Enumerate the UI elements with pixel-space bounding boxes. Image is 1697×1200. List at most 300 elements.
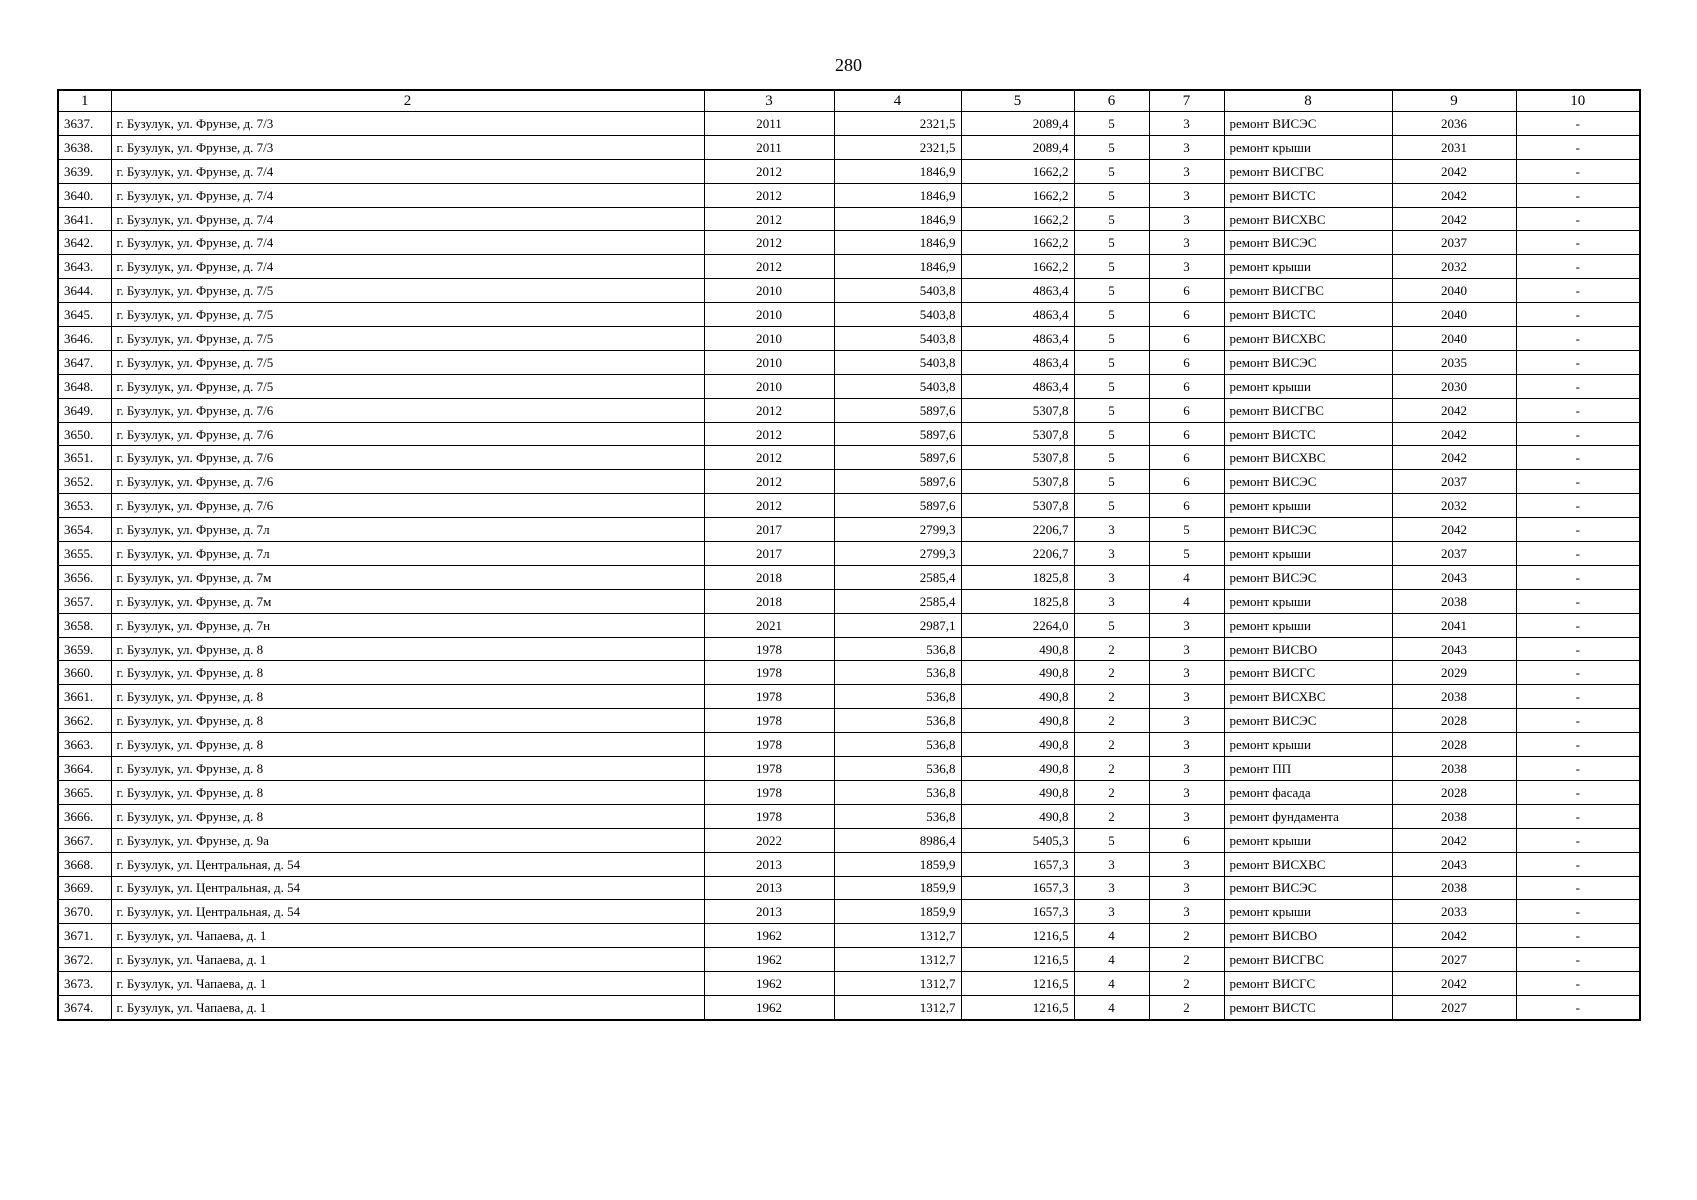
cell-row-number: 3643. (58, 255, 111, 279)
table-row (58, 446, 1640, 470)
cell-total-area: 536,8 (834, 637, 961, 661)
cell-address: г. Бузулук, ул. Фрунзе, д. 7/5 (111, 303, 704, 327)
cell-entrances: 3 (1149, 757, 1224, 781)
cell-floors: 2 (1074, 804, 1149, 828)
cell-total-area: 5897,6 (834, 398, 961, 422)
cell-address: г. Бузулук, ул. Фрунзе, д. 8 (111, 804, 704, 828)
cell-planned-year: 2038 (1392, 757, 1516, 781)
cell-floors: 3 (1074, 542, 1149, 566)
column-header-planned-year: 9 (1392, 90, 1516, 112)
cell-year: 2012 (704, 255, 834, 279)
cell-year: 2013 (704, 876, 834, 900)
cell-living-area: 2206,7 (961, 542, 1074, 566)
cell-entrances: 6 (1149, 470, 1224, 494)
cell-living-area: 4863,4 (961, 374, 1074, 398)
cell-entrances: 6 (1149, 398, 1224, 422)
cell-work-type: ремонт ВИСТС (1224, 303, 1392, 327)
cell-floors: 5 (1074, 494, 1149, 518)
table-row (58, 255, 1640, 279)
cell-entrances: 2 (1149, 995, 1224, 1019)
cell-planned-year: 2040 (1392, 279, 1516, 303)
cell-total-area: 536,8 (834, 685, 961, 709)
cell-row-number: 3671. (58, 924, 111, 948)
cell-year: 1962 (704, 924, 834, 948)
cell-year: 2012 (704, 207, 834, 231)
cell-note: - (1516, 231, 1640, 255)
cell-work-type: ремонт ВИСХВС (1224, 327, 1392, 351)
cell-entrances: 3 (1149, 876, 1224, 900)
cell-total-area: 2799,3 (834, 542, 961, 566)
cell-address: г. Бузулук, ул. Центральная, д. 54 (111, 852, 704, 876)
cell-planned-year: 2027 (1392, 995, 1516, 1019)
cell-row-number: 3664. (58, 757, 111, 781)
cell-floors: 5 (1074, 303, 1149, 327)
cell-note: - (1516, 876, 1640, 900)
cell-year: 2010 (704, 374, 834, 398)
cell-living-area: 1825,8 (961, 565, 1074, 589)
cell-entrances: 6 (1149, 828, 1224, 852)
cell-total-area: 536,8 (834, 733, 961, 757)
cell-row-number: 3645. (58, 303, 111, 327)
cell-row-number: 3653. (58, 494, 111, 518)
cell-work-type: ремонт ВИСГС (1224, 661, 1392, 685)
cell-year: 2012 (704, 422, 834, 446)
column-header-living-area: 5 (961, 90, 1074, 112)
cell-total-area: 5403,8 (834, 374, 961, 398)
cell-total-area: 536,8 (834, 757, 961, 781)
cell-year: 2012 (704, 398, 834, 422)
cell-entrances: 6 (1149, 327, 1224, 351)
cell-work-type: ремонт фасада (1224, 780, 1392, 804)
cell-row-number: 3649. (58, 398, 111, 422)
cell-work-type: ремонт крыши (1224, 255, 1392, 279)
table-header (58, 90, 1640, 112)
cell-year: 2012 (704, 494, 834, 518)
cell-year: 1978 (704, 757, 834, 781)
cell-note: - (1516, 470, 1640, 494)
table-row (58, 948, 1640, 972)
cell-address: г. Бузулук, ул. Фрунзе, д. 7/3 (111, 135, 704, 159)
cell-row-number: 3668. (58, 852, 111, 876)
cell-year: 1962 (704, 948, 834, 972)
cell-row-number: 3670. (58, 900, 111, 924)
cell-floors: 5 (1074, 112, 1149, 136)
cell-row-number: 3663. (58, 733, 111, 757)
cell-address: г. Бузулук, ул. Фрунзе, д. 7/6 (111, 494, 704, 518)
table-row (58, 112, 1640, 136)
cell-living-area: 4863,4 (961, 350, 1074, 374)
cell-note: - (1516, 828, 1640, 852)
cell-note: - (1516, 780, 1640, 804)
cell-year: 2010 (704, 327, 834, 351)
cell-row-number: 3644. (58, 279, 111, 303)
cell-work-type: ремонт ВИСЭС (1224, 565, 1392, 589)
cell-work-type: ремонт ВИСГВС (1224, 948, 1392, 972)
table-row (58, 828, 1640, 852)
cell-note: - (1516, 183, 1640, 207)
cell-floors: 5 (1074, 350, 1149, 374)
cell-living-area: 5307,8 (961, 470, 1074, 494)
cell-living-area: 1662,2 (961, 159, 1074, 183)
cell-planned-year: 2038 (1392, 589, 1516, 613)
cell-year: 2011 (704, 135, 834, 159)
table-row (58, 637, 1640, 661)
cell-row-number: 3656. (58, 565, 111, 589)
cell-total-area: 536,8 (834, 780, 961, 804)
cell-living-area: 5307,8 (961, 422, 1074, 446)
cell-address: г. Бузулук, ул. Фрунзе, д. 7м (111, 565, 704, 589)
table-row (58, 518, 1640, 542)
cell-work-type: ремонт ВИСХВС (1224, 207, 1392, 231)
cell-entrances: 4 (1149, 589, 1224, 613)
cell-year: 1962 (704, 995, 834, 1019)
cell-note: - (1516, 112, 1640, 136)
cell-row-number: 3640. (58, 183, 111, 207)
cell-total-area: 536,8 (834, 709, 961, 733)
cell-row-number: 3661. (58, 685, 111, 709)
cell-address: г. Бузулук, ул. Фрунзе, д. 7/4 (111, 231, 704, 255)
column-header-note: 10 (1516, 90, 1640, 112)
cell-living-area: 2089,4 (961, 135, 1074, 159)
cell-entrances: 3 (1149, 661, 1224, 685)
cell-address: г. Бузулук, ул. Фрунзе, д. 8 (111, 637, 704, 661)
cell-living-area: 490,8 (961, 661, 1074, 685)
cell-address: г. Бузулук, ул. Фрунзе, д. 7/4 (111, 207, 704, 231)
cell-year: 2012 (704, 446, 834, 470)
cell-planned-year: 2043 (1392, 637, 1516, 661)
cell-total-area: 2799,3 (834, 518, 961, 542)
cell-year: 2012 (704, 231, 834, 255)
cell-floors: 5 (1074, 255, 1149, 279)
cell-year: 1978 (704, 637, 834, 661)
cell-total-area: 2585,4 (834, 589, 961, 613)
cell-year: 2021 (704, 613, 834, 637)
cell-living-area: 2089,4 (961, 112, 1074, 136)
cell-address: г. Бузулук, ул. Фрунзе, д. 7/5 (111, 279, 704, 303)
cell-living-area: 5307,8 (961, 446, 1074, 470)
cell-year: 2013 (704, 900, 834, 924)
cell-entrances: 3 (1149, 159, 1224, 183)
cell-entrances: 3 (1149, 255, 1224, 279)
cell-living-area: 490,8 (961, 685, 1074, 709)
cell-work-type: ремонт крыши (1224, 733, 1392, 757)
table-row (58, 494, 1640, 518)
cell-row-number: 3652. (58, 470, 111, 494)
table-row (58, 972, 1640, 996)
table-row (58, 757, 1640, 781)
page-number: 280 (835, 55, 862, 75)
cell-floors: 4 (1074, 948, 1149, 972)
cell-entrances: 3 (1149, 183, 1224, 207)
cell-address: г. Бузулук, ул. Фрунзе, д. 7/4 (111, 255, 704, 279)
cell-planned-year: 2043 (1392, 565, 1516, 589)
cell-note: - (1516, 446, 1640, 470)
cell-living-area: 5307,8 (961, 398, 1074, 422)
cell-note: - (1516, 589, 1640, 613)
table-row (58, 709, 1640, 733)
cell-row-number: 3669. (58, 876, 111, 900)
cell-living-area: 5307,8 (961, 494, 1074, 518)
cell-note: - (1516, 374, 1640, 398)
cell-total-area: 1312,7 (834, 995, 961, 1019)
cell-floors: 2 (1074, 780, 1149, 804)
cell-living-area: 490,8 (961, 733, 1074, 757)
cell-total-area: 1859,9 (834, 900, 961, 924)
cell-work-type: ремонт фундамента (1224, 804, 1392, 828)
cell-work-type: ремонт ВИСГВС (1224, 279, 1392, 303)
cell-total-area: 5403,8 (834, 303, 961, 327)
table-row (58, 207, 1640, 231)
cell-planned-year: 2038 (1392, 685, 1516, 709)
table-row (58, 542, 1640, 566)
cell-year: 1978 (704, 804, 834, 828)
cell-row-number: 3647. (58, 350, 111, 374)
cell-planned-year: 2029 (1392, 661, 1516, 685)
table-row (58, 398, 1640, 422)
cell-living-area: 1662,2 (961, 183, 1074, 207)
cell-address: г. Бузулук, ул. Фрунзе, д. 7/4 (111, 183, 704, 207)
cell-living-area: 1216,5 (961, 924, 1074, 948)
cell-entrances: 2 (1149, 948, 1224, 972)
cell-living-area: 1825,8 (961, 589, 1074, 613)
cell-work-type: ремонт ВИСГВС (1224, 159, 1392, 183)
cell-floors: 5 (1074, 207, 1149, 231)
cell-entrances: 6 (1149, 446, 1224, 470)
table-row (58, 924, 1640, 948)
cell-total-area: 536,8 (834, 661, 961, 685)
cell-total-area: 5403,8 (834, 350, 961, 374)
cell-row-number: 3673. (58, 972, 111, 996)
cell-work-type: ремонт крыши (1224, 494, 1392, 518)
table-row (58, 900, 1640, 924)
cell-planned-year: 2042 (1392, 183, 1516, 207)
cell-floors: 2 (1074, 637, 1149, 661)
cell-address: г. Бузулук, ул. Фрунзе, д. 8 (111, 757, 704, 781)
cell-entrances: 3 (1149, 112, 1224, 136)
cell-entrances: 6 (1149, 350, 1224, 374)
cell-work-type: ремонт крыши (1224, 374, 1392, 398)
cell-row-number: 3637. (58, 112, 111, 136)
cell-entrances: 5 (1149, 518, 1224, 542)
cell-entrances: 3 (1149, 231, 1224, 255)
cell-row-number: 3666. (58, 804, 111, 828)
cell-floors: 3 (1074, 518, 1149, 542)
cell-work-type: ремонт ВИСЭС (1224, 350, 1392, 374)
cell-address: г. Бузулук, ул. Чапаева, д. 1 (111, 972, 704, 996)
cell-address: г. Бузулук, ул. Фрунзе, д. 7м (111, 589, 704, 613)
table-row (58, 327, 1640, 351)
cell-total-area: 1312,7 (834, 972, 961, 996)
cell-planned-year: 2028 (1392, 780, 1516, 804)
cell-work-type: ремонт ВИСТС (1224, 183, 1392, 207)
cell-address: г. Бузулук, ул. Фрунзе, д. 7/5 (111, 327, 704, 351)
cell-total-area: 1312,7 (834, 924, 961, 948)
cell-planned-year: 2042 (1392, 972, 1516, 996)
cell-planned-year: 2042 (1392, 398, 1516, 422)
table-row (58, 565, 1640, 589)
cell-living-area: 4863,4 (961, 303, 1074, 327)
cell-floors: 2 (1074, 757, 1149, 781)
cell-address: г. Бузулук, ул. Фрунзе, д. 7/5 (111, 350, 704, 374)
cell-row-number: 3657. (58, 589, 111, 613)
cell-address: г. Бузулук, ул. Центральная, д. 54 (111, 900, 704, 924)
cell-row-number: 3641. (58, 207, 111, 231)
cell-planned-year: 2040 (1392, 327, 1516, 351)
cell-address: г. Бузулук, ул. Чапаева, д. 1 (111, 924, 704, 948)
cell-total-area: 1846,9 (834, 183, 961, 207)
table-row (58, 470, 1640, 494)
cell-row-number: 3638. (58, 135, 111, 159)
cell-note: - (1516, 685, 1640, 709)
cell-planned-year: 2035 (1392, 350, 1516, 374)
cell-note: - (1516, 255, 1640, 279)
cell-planned-year: 2037 (1392, 542, 1516, 566)
cell-year: 2010 (704, 279, 834, 303)
cell-planned-year: 2032 (1392, 494, 1516, 518)
cell-row-number: 3658. (58, 613, 111, 637)
cell-address: г. Бузулук, ул. Фрунзе, д. 7л (111, 518, 704, 542)
cell-floors: 5 (1074, 135, 1149, 159)
cell-year: 1962 (704, 972, 834, 996)
repair-schedule-table (57, 89, 1641, 1021)
cell-work-type: ремонт крыши (1224, 135, 1392, 159)
cell-total-area: 2585,4 (834, 565, 961, 589)
cell-year: 2018 (704, 565, 834, 589)
cell-row-number: 3639. (58, 159, 111, 183)
table-row (58, 804, 1640, 828)
table-row (58, 589, 1640, 613)
cell-row-number: 3667. (58, 828, 111, 852)
cell-planned-year: 2042 (1392, 924, 1516, 948)
cell-total-area: 2321,5 (834, 135, 961, 159)
cell-floors: 3 (1074, 852, 1149, 876)
table-row (58, 661, 1640, 685)
cell-row-number: 3662. (58, 709, 111, 733)
cell-entrances: 2 (1149, 924, 1224, 948)
cell-floors: 5 (1074, 828, 1149, 852)
cell-address: г. Бузулук, ул. Фрунзе, д. 7н (111, 613, 704, 637)
cell-row-number: 3665. (58, 780, 111, 804)
cell-address: г. Бузулук, ул. Фрунзе, д. 7/4 (111, 159, 704, 183)
column-header-entrances: 7 (1149, 90, 1224, 112)
cell-total-area: 8986,4 (834, 828, 961, 852)
cell-address: г. Бузулук, ул. Фрунзе, д. 8 (111, 685, 704, 709)
cell-note: - (1516, 733, 1640, 757)
cell-planned-year: 2030 (1392, 374, 1516, 398)
cell-work-type: ремонт ВИСТС (1224, 995, 1392, 1019)
cell-living-area: 1662,2 (961, 255, 1074, 279)
cell-address: г. Бузулук, ул. Фрунзе, д. 7/6 (111, 398, 704, 422)
cell-planned-year: 2041 (1392, 613, 1516, 637)
cell-total-area: 5897,6 (834, 422, 961, 446)
cell-work-type: ремонт крыши (1224, 589, 1392, 613)
cell-note: - (1516, 900, 1640, 924)
cell-floors: 2 (1074, 685, 1149, 709)
cell-living-area: 1216,5 (961, 948, 1074, 972)
cell-floors: 2 (1074, 733, 1149, 757)
cell-work-type: ремонт ВИСЭС (1224, 876, 1392, 900)
cell-planned-year: 2028 (1392, 733, 1516, 757)
cell-work-type: ремонт ВИСЭС (1224, 112, 1392, 136)
cell-work-type: ремонт ВИСХВС (1224, 685, 1392, 709)
cell-note: - (1516, 709, 1640, 733)
cell-entrances: 6 (1149, 279, 1224, 303)
cell-total-area: 1312,7 (834, 948, 961, 972)
cell-entrances: 3 (1149, 613, 1224, 637)
cell-year: 2012 (704, 183, 834, 207)
cell-total-area: 2321,5 (834, 112, 961, 136)
table-row (58, 374, 1640, 398)
cell-row-number: 3646. (58, 327, 111, 351)
cell-living-area: 1657,3 (961, 852, 1074, 876)
cell-note: - (1516, 279, 1640, 303)
cell-entrances: 3 (1149, 733, 1224, 757)
cell-note: - (1516, 948, 1640, 972)
table-row (58, 780, 1640, 804)
cell-note: - (1516, 494, 1640, 518)
cell-entrances: 6 (1149, 303, 1224, 327)
cell-note: - (1516, 159, 1640, 183)
cell-entrances: 3 (1149, 685, 1224, 709)
cell-living-area: 1216,5 (961, 972, 1074, 996)
cell-year: 1978 (704, 709, 834, 733)
cell-work-type: ремонт ВИСЭС (1224, 709, 1392, 733)
cell-living-area: 490,8 (961, 757, 1074, 781)
cell-address: г. Бузулук, ул. Фрунзе, д. 9а (111, 828, 704, 852)
cell-note: - (1516, 924, 1640, 948)
cell-floors: 4 (1074, 924, 1149, 948)
cell-year: 2010 (704, 303, 834, 327)
cell-living-area: 2206,7 (961, 518, 1074, 542)
cell-planned-year: 2042 (1392, 207, 1516, 231)
cell-year: 2017 (704, 518, 834, 542)
cell-floors: 5 (1074, 231, 1149, 255)
cell-note: - (1516, 327, 1640, 351)
cell-year: 1978 (704, 685, 834, 709)
cell-planned-year: 2038 (1392, 876, 1516, 900)
column-header-row-number: 1 (58, 90, 111, 112)
column-header-year: 3 (704, 90, 834, 112)
cell-work-type: ремонт ВИСГС (1224, 972, 1392, 996)
cell-entrances: 3 (1149, 135, 1224, 159)
cell-total-area: 1859,9 (834, 852, 961, 876)
cell-entrances: 2 (1149, 972, 1224, 996)
cell-living-area: 5405,3 (961, 828, 1074, 852)
cell-work-type: ремонт ВИСХВС (1224, 446, 1392, 470)
cell-entrances: 3 (1149, 780, 1224, 804)
table-row (58, 231, 1640, 255)
cell-work-type: ремонт ВИСВО (1224, 924, 1392, 948)
cell-floors: 5 (1074, 374, 1149, 398)
cell-floors: 4 (1074, 995, 1149, 1019)
cell-planned-year: 2042 (1392, 446, 1516, 470)
cell-living-area: 490,8 (961, 804, 1074, 828)
cell-note: - (1516, 135, 1640, 159)
column-header-work-type: 8 (1224, 90, 1392, 112)
cell-living-area: 4863,4 (961, 279, 1074, 303)
cell-entrances: 6 (1149, 494, 1224, 518)
cell-row-number: 3650. (58, 422, 111, 446)
cell-address: г. Бузулук, ул. Фрунзе, д. 7/6 (111, 470, 704, 494)
cell-work-type: ремонт ВИСХВС (1224, 852, 1392, 876)
cell-work-type: ремонт крыши (1224, 613, 1392, 637)
cell-planned-year: 2037 (1392, 231, 1516, 255)
cell-floors: 5 (1074, 279, 1149, 303)
cell-row-number: 3655. (58, 542, 111, 566)
cell-floors: 3 (1074, 565, 1149, 589)
cell-floors: 2 (1074, 661, 1149, 685)
cell-floors: 4 (1074, 972, 1149, 996)
